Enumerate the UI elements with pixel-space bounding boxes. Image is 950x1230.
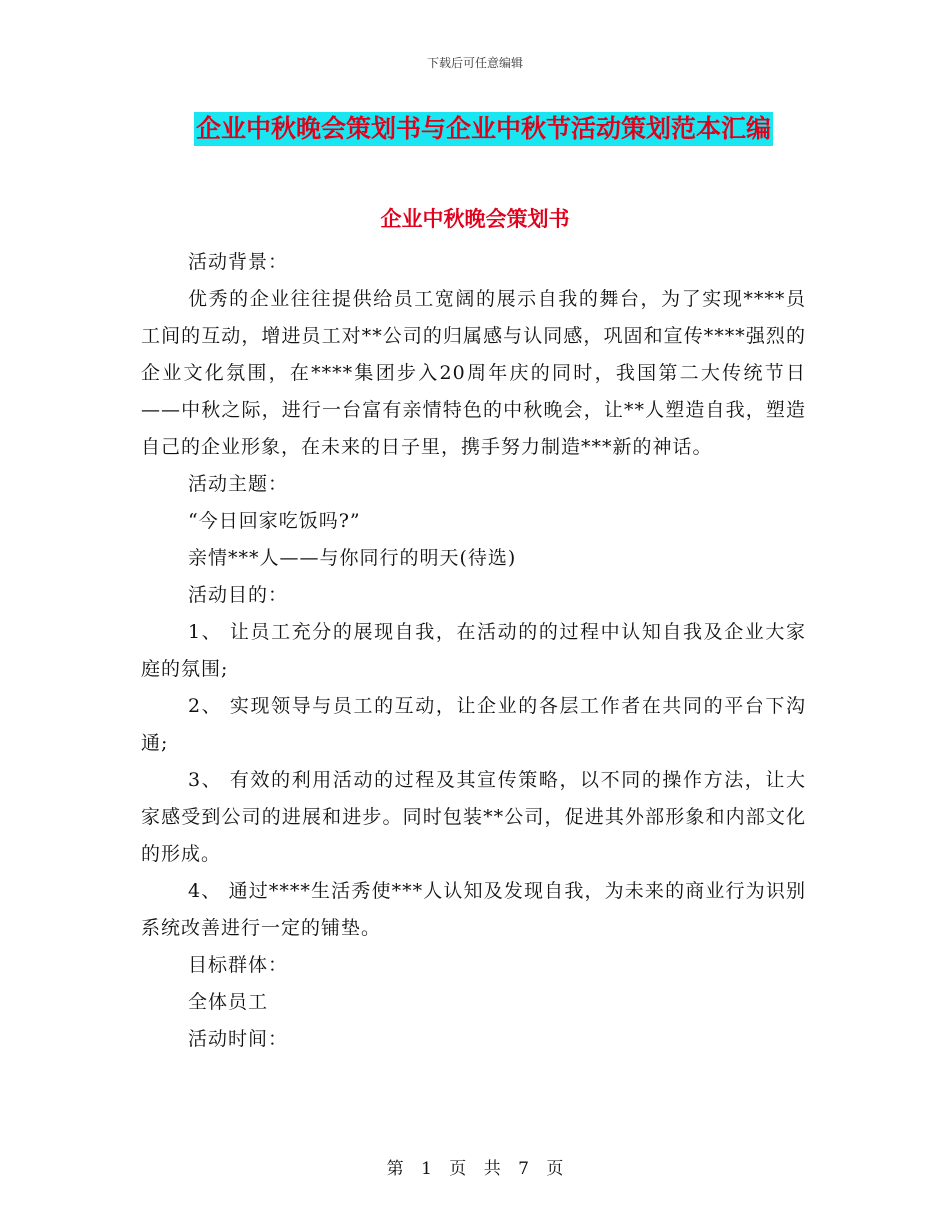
paragraph-purpose-4: 4、 通过****生活秀使***人认知及发现自我，为未来的商业行为识别系统改善进行一定的铺垫。 — [141, 880, 806, 939]
document-body — [141, 244, 806, 1058]
page-number-footer — [0, 1154, 950, 1179]
paragraph-purpose-1: 1、 让员工充分的展现自我，在活动的的过程中认知自我及企业大家庭的氛围; — [141, 621, 806, 680]
paragraph-purpose-2: 2、 实现领导与员工的互动，让企业的各层工作者在共同的平台下沟通; — [141, 695, 806, 754]
paragraph-theme-1: “今日回家吃饭吗?” — [188, 510, 361, 532]
paragraph-target-label: 目标群体： — [188, 954, 289, 976]
main-title: 企业中秋晚会策划书与企业中秋节活动策划范本汇编 — [194, 112, 773, 146]
paragraph-purpose-label: 活动目的： — [188, 584, 289, 606]
section-title: 企业中秋晚会策划书 — [380, 207, 570, 231]
paragraph-theme-label: 活动主题： — [188, 473, 289, 495]
footer-label-page: 第 — [386, 1159, 404, 1179]
footer-label-unit: 页 — [449, 1159, 467, 1179]
footer-current-page: 1 — [421, 1159, 432, 1179]
paragraph-purpose-3: 3、 有效的利用活动的过程及其宣传策略，以不同的操作方法，让大家感受到公司的进展和进步。同时包装**公司，促进其外部形象和内部文化的形成。 — [141, 769, 806, 865]
header-note: 下载后可任意编辑 — [426, 56, 523, 70]
paragraph-time-label: 活动时间： — [188, 1028, 289, 1050]
footer-total-pages: 7 — [518, 1159, 529, 1179]
paragraph-theme-2: 亲情***人——与你同行的明天(待选) — [188, 547, 517, 569]
paragraph-background-text: 优秀的企业往往提供给员工宽阔的展示自我的舞台，为了实现****员工间的互动，增进员工对**公司的归属感与认同感，巩固和宣传****强烈的企业文化氛围，在****集团步入20周年庆的同时，我国第二大传统节日——中秋之际，进行一台富有亲情特色的中秋晚会，让**人塑造自我，塑造自己的企业形象，在未来的日子里，携手努力制造***新的神话。 — [141, 288, 806, 458]
footer-label-unit2: 页 — [546, 1159, 564, 1179]
paragraph-target-text: 全体员工 — [188, 991, 269, 1013]
footer-label-total: 共 — [483, 1159, 501, 1179]
paragraph-background-label: 活动背景： — [188, 251, 289, 273]
